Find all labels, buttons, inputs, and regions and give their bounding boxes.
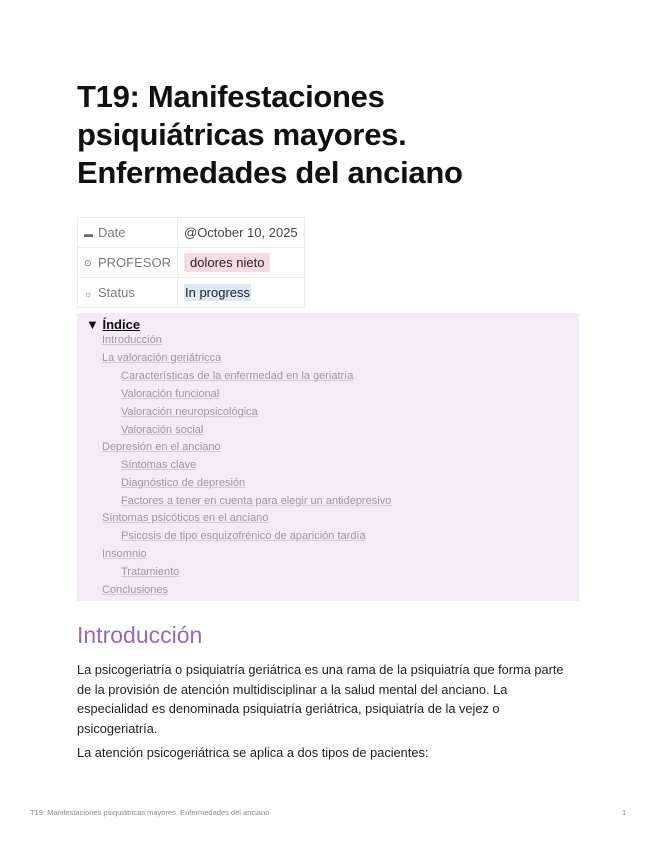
toc-link[interactable]: Introducción xyxy=(102,334,162,346)
person-icon: ⊙ xyxy=(84,258,92,269)
property-row-date xyxy=(78,218,305,248)
title-line: Enfermedades del anciano xyxy=(77,155,463,190)
title-line: psiquiátricas mayores. xyxy=(77,117,407,152)
property-row-profesor xyxy=(78,248,305,278)
section-heading: Introducción xyxy=(77,622,203,648)
page-title xyxy=(77,78,579,192)
toc-link[interactable]: Síntomas psicóticos en el anciano xyxy=(102,512,269,524)
toc-link[interactable]: Valoración funcional xyxy=(121,388,220,400)
property-row-status xyxy=(78,278,305,308)
toc-link[interactable]: Diagnóstico de depresión xyxy=(121,477,246,489)
toc-link[interactable]: Conclusiones xyxy=(102,584,169,596)
properties-table xyxy=(77,217,305,308)
property-key xyxy=(78,248,178,278)
toc-link[interactable]: La valoración geriátricca xyxy=(102,352,222,364)
toc-toggle[interactable] xyxy=(86,317,140,332)
toc-link[interactable]: Tratamiento xyxy=(121,566,180,578)
toc-link[interactable]: Depresión en el anciano xyxy=(102,441,221,453)
table-of-contents xyxy=(77,313,579,601)
property-value[interactable] xyxy=(178,248,305,278)
status-tag: In progress xyxy=(185,285,251,300)
date-value: @October 10, 2025 xyxy=(184,225,298,240)
property-key-label: PROFESOR xyxy=(98,255,171,270)
toc-label: Índice xyxy=(102,317,141,332)
toc-link[interactable]: Insomnio xyxy=(102,548,147,560)
toc-link[interactable]: Factores a tener en cuenta para elegir un antidepresivo xyxy=(121,495,392,507)
page-number: 1 xyxy=(622,808,627,817)
property-key xyxy=(78,278,178,308)
property-key-label: Status xyxy=(98,285,135,300)
toc-link[interactable]: Síntomas clave xyxy=(121,459,197,471)
calendar-icon: ▬ xyxy=(84,228,93,239)
title-line: T19: Manifestaciones xyxy=(77,79,385,114)
toc-link[interactable]: Valoración social xyxy=(121,424,204,436)
paragraph: La atención psicogeriátrica se aplica a dos tipos de pacientes: xyxy=(77,745,429,760)
toc-link[interactable]: Características de la enfermedad en la geriatría xyxy=(121,370,354,382)
page-footer: T19: Manifestaciones psiquiátricas mayores. Enfermedades del anciano xyxy=(30,808,270,817)
property-key xyxy=(78,218,178,248)
property-value[interactable] xyxy=(178,278,305,308)
paragraph: La psicogeriatría o psiquiatría geriátrica es una rama de la psiquiatría que forma parte de la provisión de atención multidisciplinar a la salud mental del anciano. La especialidad es denominada psiquiatría geriátrica, psiquiatría de la vejez o psicogeriatría. xyxy=(77,662,564,736)
triangle-down-icon: ▼ xyxy=(86,317,99,332)
toc-link[interactable]: Psicosis de tipo esquizofrénico de aparición tardía xyxy=(121,530,366,542)
property-value[interactable] xyxy=(178,218,305,248)
toc-link[interactable]: Valoración neuropsicológica xyxy=(121,406,258,418)
profesor-tag: dolores nieto xyxy=(184,253,270,272)
property-key-label: Date xyxy=(98,225,126,240)
status-icon: ☼ xyxy=(84,288,93,299)
